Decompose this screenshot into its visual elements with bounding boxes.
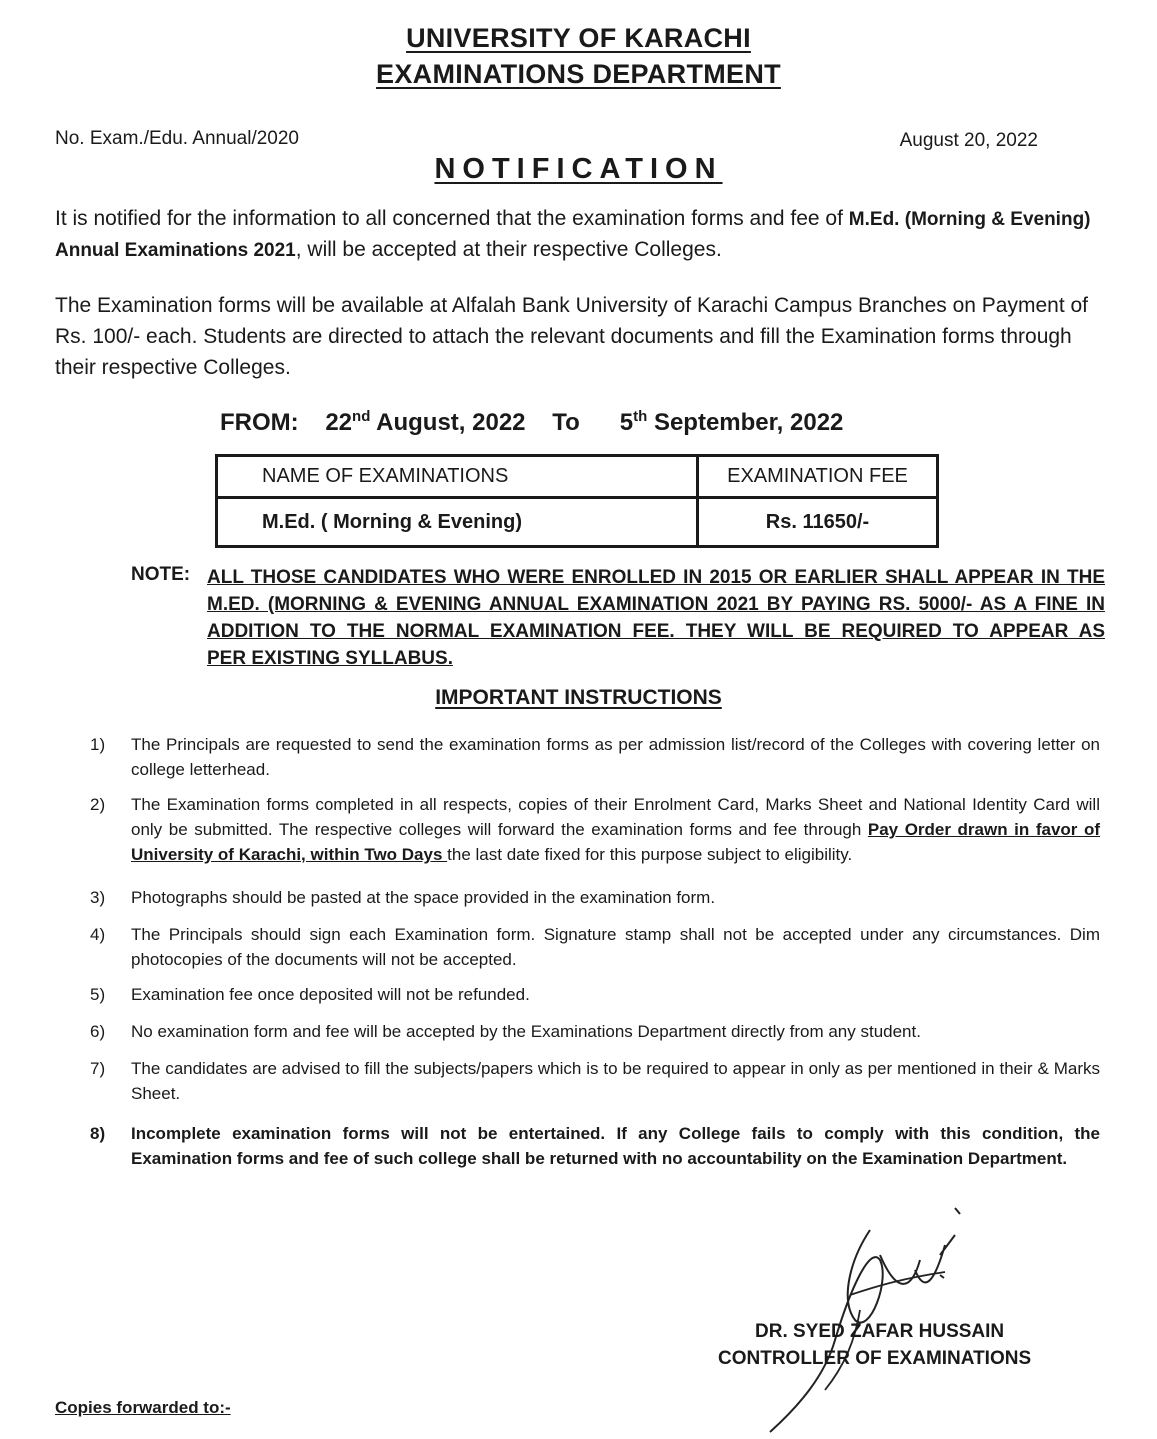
instructions-title: IMPORTANT INSTRUCTIONS	[435, 686, 722, 709]
notification-date: August 20, 2022	[899, 130, 1038, 151]
item-number: 7)	[90, 1059, 106, 1078]
exam-fee-cell: Rs. 11650/-	[698, 498, 938, 547]
note-text	[207, 564, 1105, 672]
intro-paragraph	[55, 204, 1115, 266]
start-day: 22	[325, 409, 353, 436]
intro-exam-name: M.Ed. (Morning & Evening) Annual Examinations 2021	[55, 209, 1091, 261]
table-row	[217, 498, 938, 547]
header-exam-name: NAME OF EXAMINATIONS	[217, 456, 698, 498]
end-day: 5	[619, 409, 634, 436]
intro-text-a: It is notified for the information to all concerned that the examination forms and fee of	[55, 207, 843, 230]
instructions-list	[90, 732, 1100, 1171]
list-item	[90, 1121, 1100, 1171]
list-item	[90, 922, 1100, 972]
list-item	[90, 1019, 1100, 1044]
document-header	[0, 20, 1157, 92]
copies-forwarded-label: Copies forwarded to:-	[55, 1398, 231, 1417]
end-month-year: September, 2022	[647, 409, 844, 436]
end-day-suffix: th	[633, 408, 648, 425]
item-text: The Principals are requested to send the examination forms as per admission list/record of the Colleges with covering letter on college letterhead.	[131, 735, 1100, 779]
signatory-designation: CONTROLLER OF EXAMINATIONS	[718, 1348, 1032, 1369]
exam-name-cell: M.Ed. ( Morning & Evening)	[217, 498, 698, 547]
intro-text-c: , will be accepted at their respective Colleges.	[295, 238, 722, 261]
item-text: the last date fixed for this purpose subject to eligibility.	[447, 845, 853, 864]
reference-number: No. Exam./Edu. Annual/2020	[55, 128, 299, 149]
item-number: 5)	[90, 985, 106, 1004]
fee-table-header-row	[217, 456, 938, 498]
item-text: Examination fee once deposited will not be refunded.	[131, 985, 530, 1004]
header-exam-fee: EXAMINATION FEE	[698, 456, 938, 498]
fee-table	[215, 454, 939, 548]
signatory-name: DR. SYED ZAFAR HUSSAIN	[755, 1321, 1005, 1342]
department-name: EXAMINATIONS DEPARTMENT	[376, 59, 781, 89]
item-number: 1)	[90, 735, 106, 754]
item-text: No examination form and fee will be accepted by the Examinations Department directly from any student.	[131, 1022, 921, 1041]
note-text-main: ALL THOSE CANDIDATES WHO WERE ENROLLED IN 2015 OR EARLIER SHALL APPEAR IN THE M.ED. (MORNING & EVENING ANNUAL EXAMINATION 2021 BY PAYING RS. 5000/- AS A FINE IN ADDITION TO THE NORMAL EXAMINATION FEE. THEY WILL BE REQUIRED TO APPEAR AS	[207, 567, 1105, 642]
item-text: The Principals should sign each Examination form. Signature stamp shall not be accepted under any circumstances. Dim photocopies of the documents will not be accepted.	[131, 925, 1100, 969]
item-text: The candidates are advised to fill the subjects/papers which is to be required to appear in only as per mentioned in their & Marks Sheet.	[131, 1059, 1100, 1103]
item-text: The Examination forms completed in all respects, copies of their Enrolment Card, Marks Sheet and National Identity Card will only be submitted. The respective colleges will forward the examination forms and fee through	[131, 795, 1100, 839]
submission-period	[220, 408, 843, 437]
note-text-last: PER EXISTING SYLLABUS.	[207, 648, 453, 669]
item-text: Incomplete examination forms will not be entertained. If any College fails to comply with this condition, the Examination forms and fee of such college shall be returned with no accountability on the Examination Department.	[131, 1124, 1100, 1168]
list-item	[90, 885, 1100, 910]
list-item	[90, 732, 1100, 782]
list-item	[90, 982, 1100, 1007]
list-item	[90, 1056, 1100, 1106]
item-text-underlined: Pay Order drawn in favor of University of Karachi, within Two Days	[131, 820, 1100, 864]
to-label: To	[552, 409, 580, 436]
notification-title: NOTIFICATION	[434, 153, 723, 185]
item-number: 2)	[90, 795, 106, 814]
start-month-year: August, 2022	[370, 409, 526, 436]
signatory-block	[718, 1318, 1032, 1372]
note-label: NOTE:	[131, 564, 191, 585]
item-number: 3)	[90, 888, 106, 907]
item-text: Photographs should be pasted at the space provided in the examination form.	[131, 888, 716, 907]
list-item	[90, 792, 1100, 867]
university-name: UNIVERSITY OF KARACHI	[406, 23, 751, 53]
start-day-suffix: nd	[352, 408, 371, 425]
from-label: FROM:	[220, 409, 299, 436]
item-number: 6)	[90, 1022, 106, 1041]
forms-availability-paragraph: The Examination forms will be available at Alfalah Bank University of Karachi Campus Branches on Payment of Rs. 100/- each. Students are directed to attach the relevant documents and fill the Examination forms through their respective Colleges.	[55, 294, 1088, 379]
item-number: 4)	[90, 925, 106, 944]
item-number: 8)	[90, 1124, 106, 1143]
